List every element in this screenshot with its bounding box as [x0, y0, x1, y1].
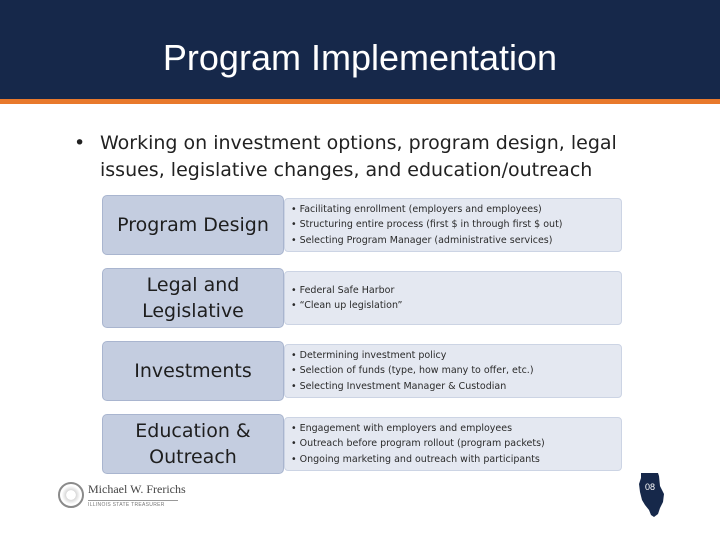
page-number: 08: [644, 482, 655, 492]
slide-title: Program Implementation: [162, 37, 558, 78]
detail-item: • Selection of funds (type, how many to offer, etc.): [291, 365, 534, 377]
detail-list: [291, 348, 534, 395]
illinois-state-icon: [638, 472, 666, 518]
state-seal-icon: [58, 482, 84, 508]
category-label: Program Design: [117, 214, 269, 236]
title-bar: [0, 0, 720, 104]
detail-item: • Federal Safe Harbor: [291, 284, 395, 296]
row-legal-legislative: [102, 268, 622, 328]
detail-list: [291, 421, 545, 468]
row-education-outreach: [102, 414, 622, 474]
category-label: Investments: [134, 360, 252, 382]
detail-box: [284, 198, 622, 252]
main-bullet: [74, 130, 674, 184]
category-box: [102, 195, 284, 255]
bullet-marker: •: [74, 132, 86, 154]
detail-box: [284, 344, 622, 398]
treasurer-logo: [58, 480, 186, 514]
detail-item: • Determining investment policy: [291, 349, 447, 361]
detail-list: [291, 283, 402, 314]
detail-box: [284, 271, 622, 325]
category-box: [102, 341, 284, 401]
category-label: Legal and Legislative: [142, 274, 244, 322]
logo-subtitle: ILLINOIS STATE TREASURER: [88, 500, 178, 508]
row-program-design: [102, 195, 622, 255]
detail-item: • Facilitating enrollment (employers and employees): [291, 203, 542, 215]
category-box: [102, 268, 284, 328]
logo-name: Michael W. Frerichs: [88, 482, 186, 496]
detail-item: • Structuring entire process (first $ in through first $ out): [291, 219, 563, 231]
bullet-text: Working on investment options, program design, legal issues, legislative changes, and education/outreach: [100, 132, 617, 181]
detail-item: • Selecting Program Manager (administrative services): [291, 234, 553, 246]
detail-list: [291, 202, 563, 249]
category-box: [102, 414, 284, 474]
detail-item: • Selecting Investment Manager & Custodian: [291, 380, 507, 392]
row-investments: [102, 341, 622, 401]
category-label: Education & Outreach: [135, 420, 251, 468]
detail-box: [284, 417, 622, 471]
detail-item: • Engagement with employers and employees: [291, 422, 513, 434]
detail-item: • “Clean up legislation”: [291, 300, 403, 311]
detail-item: • Ongoing marketing and outreach with participants: [291, 453, 540, 465]
detail-item: • Outreach before program rollout (program packets): [291, 438, 545, 450]
